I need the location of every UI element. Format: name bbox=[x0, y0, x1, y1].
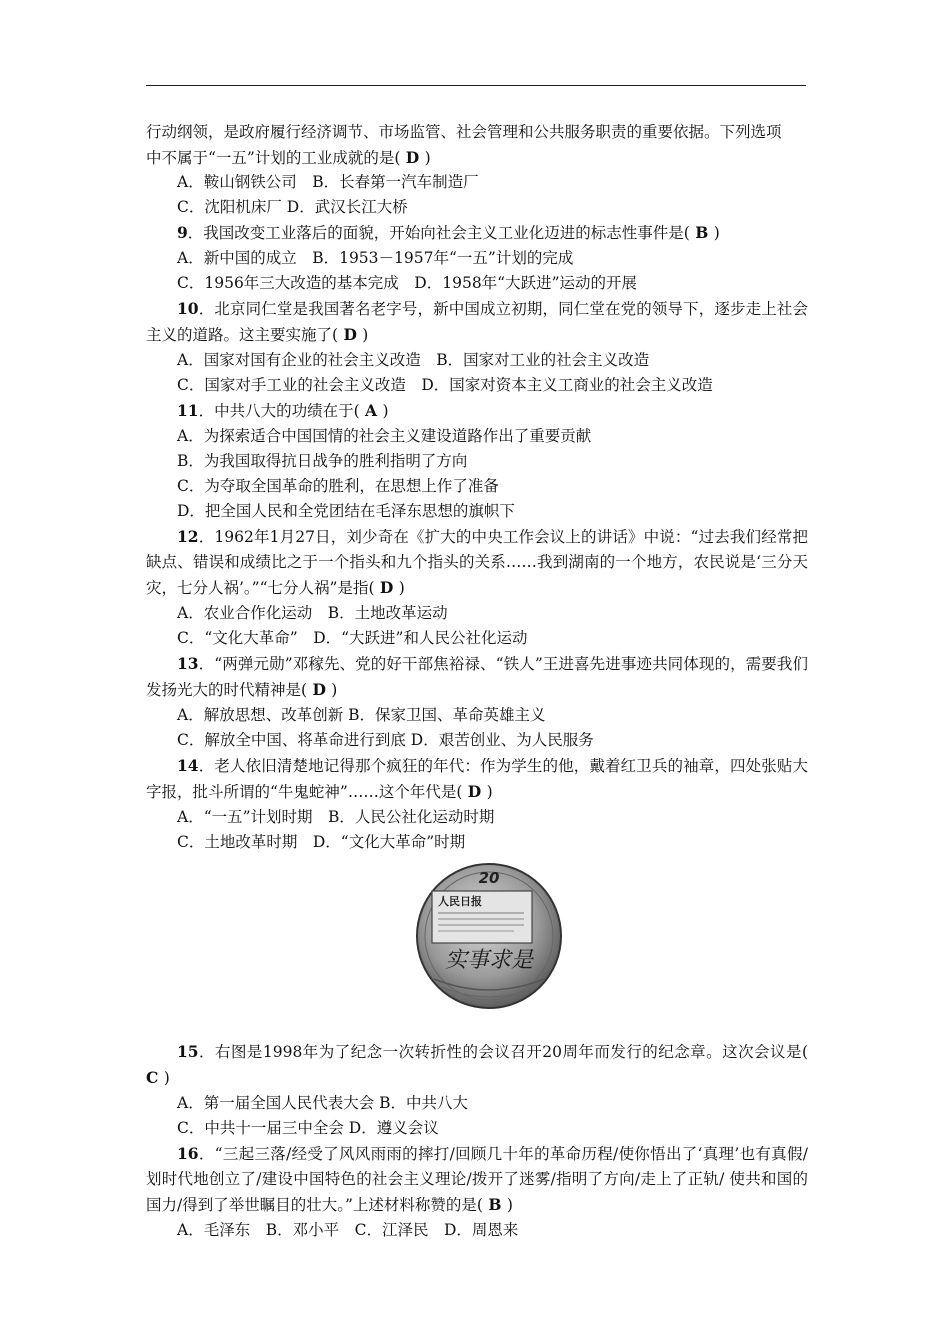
stem-text: ．中共八大的功绩在于( bbox=[198, 402, 360, 420]
answer-close: ) bbox=[163, 1069, 170, 1087]
option-line: C．为夺取全国革命的胜利，在思想上作了准备 bbox=[177, 477, 499, 495]
option-line: A．新中国的成立 B．1953－1957年“一五”计划的完成 bbox=[177, 249, 574, 267]
question-11 bbox=[146, 398, 808, 524]
stem-text: ．“两弹元勋”邓稼先、党的好干部焦裕禄、“铁人”王进喜先进事迹共同体现的，需要我们发扬光大的时代精神是( bbox=[146, 655, 808, 699]
intro-line-1: 行动纲领，是政府履行经济调节、市场监管、社会管理和公共服务职责的重要依据。下列选项 bbox=[146, 123, 782, 141]
question-9 bbox=[146, 220, 808, 296]
medal-inscription: 实事求是 bbox=[444, 948, 534, 973]
stem-text: ．“三起三落/经受了风风雨雨的摔打/回顾几十年的革命历程/使你悟出了‘真理’也有真假/划时代地创立了/建设中国特色的社会主义理论/拨开了迷雾/指明了方向/走上了正轨/ 使共和国的国力/得到了举世瞩目的壮大。”上述材料称赞的是( bbox=[146, 1145, 808, 1214]
answer-mark: D bbox=[374, 578, 399, 597]
answer-close: ) bbox=[362, 326, 369, 344]
answer-mark: D bbox=[400, 148, 425, 167]
question-stem bbox=[146, 1039, 808, 1091]
question-stem bbox=[146, 398, 808, 424]
option-line: A．毛泽东 B．邓小平 C．江泽民 D．周恩来 bbox=[177, 1221, 519, 1239]
answer-close: ) bbox=[713, 224, 720, 242]
answer-mark: D bbox=[307, 680, 332, 699]
option-line: A．国家对国有企业的社会主义改造 B．国家对工业的社会主义改造 bbox=[177, 351, 650, 369]
commemorative-medal-image bbox=[414, 861, 564, 1011]
stem-text: ．右图是1998年为了纪念一次转折性的会议召开20周年而发行的纪念章。这次会议是( bbox=[198, 1043, 808, 1061]
exam-content bbox=[146, 120, 808, 1243]
answer-close: ) bbox=[486, 783, 493, 801]
question-number: 9 bbox=[177, 223, 188, 242]
option-line: C．解放全中国、将革命进行到底 D．艰苦创业、为人民服务 bbox=[177, 731, 594, 749]
answer-mark: B bbox=[689, 223, 714, 242]
answer-close: ) bbox=[398, 579, 405, 597]
question-number: 10 bbox=[177, 299, 199, 318]
question-number: 15 bbox=[177, 1042, 199, 1061]
option-line: A．“一五”计划时期 B．人民公社化运动时期 bbox=[177, 808, 495, 826]
question-stem bbox=[146, 220, 808, 246]
medal-figure bbox=[146, 861, 808, 1021]
question-10 bbox=[146, 296, 808, 398]
question-number: 16 bbox=[177, 1144, 199, 1163]
answer-mark: A bbox=[359, 401, 383, 420]
question-14 bbox=[146, 753, 808, 855]
question-12 bbox=[146, 524, 808, 651]
question-15 bbox=[146, 1039, 808, 1141]
option-line: A．解放思想、改革创新 B．保家卫国、革命英雄主义 bbox=[177, 706, 546, 724]
question-number: 12 bbox=[177, 527, 199, 546]
stem-text: ．北京同仁堂是我国著名老字号，新中国成立初期，同仁堂在党的领导下，逐步走上社会主义的道路。这主要实施了( bbox=[146, 300, 808, 344]
option-line: C．国家对手工业的社会主义改造 D．国家对资本主义工商业的社会主义改造 bbox=[177, 376, 713, 394]
option-line: A．第一届全国人民代表大会 B．中共八大 bbox=[177, 1094, 469, 1112]
option-line: C．1956年三大改造的基本完成 D．1958年“大跃进”运动的开展 bbox=[177, 274, 638, 292]
answer-mark: D bbox=[462, 782, 487, 801]
answer-close: ) bbox=[382, 402, 389, 420]
question-number: 11 bbox=[177, 401, 199, 420]
question-16 bbox=[146, 1141, 808, 1243]
intro-line-2 bbox=[146, 145, 808, 170]
question-stem bbox=[146, 753, 808, 805]
intro-stem: 中不属于“一五”计划的工业成就的是( bbox=[146, 149, 401, 167]
answer-close: ) bbox=[506, 1196, 513, 1214]
answer-mark: B bbox=[482, 1195, 507, 1214]
answer-mark: C bbox=[146, 1068, 164, 1087]
option-line: D．把全国人民和全党团结在毛泽东思想的旗帜下 bbox=[177, 502, 515, 520]
option-line: C．沈阳机床厂 D．武汉长江大桥 bbox=[177, 198, 408, 216]
option-line: C．中共十一届三中全会 D．遵义会议 bbox=[177, 1119, 439, 1137]
question-stem bbox=[146, 1141, 808, 1218]
medal-number: 20 bbox=[478, 869, 500, 887]
header-rule bbox=[146, 85, 806, 86]
option-line: C．“文化大革命” D．“大跃进”和人民公社化运动 bbox=[177, 629, 528, 647]
question-13 bbox=[146, 651, 808, 753]
medal-newspaper-title: 人民日报 bbox=[438, 895, 482, 908]
question-number: 13 bbox=[177, 654, 199, 673]
answer-close: ) bbox=[424, 149, 431, 167]
question-stem bbox=[146, 651, 808, 703]
option-line: A．农业合作化运动 B．土地改革运动 bbox=[177, 604, 448, 622]
option-line: B．为我国取得抗日战争的胜利指明了方向 bbox=[177, 452, 468, 470]
option-line: A．鞍山钢铁公司 B．长春第一汽车制造厂 bbox=[177, 173, 479, 191]
question-stem bbox=[146, 524, 808, 601]
question-number: 14 bbox=[177, 756, 199, 775]
stem-text: ．1962年1月27日，刘少奇在《扩大的中央工作会议上的讲话》中说：“过去我们经常把缺点、错误和成绩比之于一个指头和九个指头的关系……我到湖南的一个地方，农民说是‘三分天灾，七分人祸’。”“七分人祸”是指( bbox=[146, 528, 808, 597]
answer-mark: D bbox=[338, 325, 363, 344]
intro-question bbox=[146, 120, 808, 220]
option-line: C．土地改革时期 D．“文化大革命”时期 bbox=[177, 833, 466, 851]
question-stem bbox=[146, 296, 808, 348]
stem-text: ．老人依旧清楚地记得那个疯狂的年代：作为学生的他，戴着红卫兵的袖章，四处张贴大字报，批斗所谓的“牛鬼蛇神”……这个年代是( bbox=[146, 757, 808, 801]
option-line: A．为探索适合中国国情的社会主义建设道路作出了重要贡献 bbox=[177, 427, 592, 445]
answer-close: ) bbox=[331, 681, 338, 699]
stem-text: ．我国改变工业落后的面貌，开始向社会主义工业化迈进的标志性事件是( bbox=[187, 224, 690, 242]
